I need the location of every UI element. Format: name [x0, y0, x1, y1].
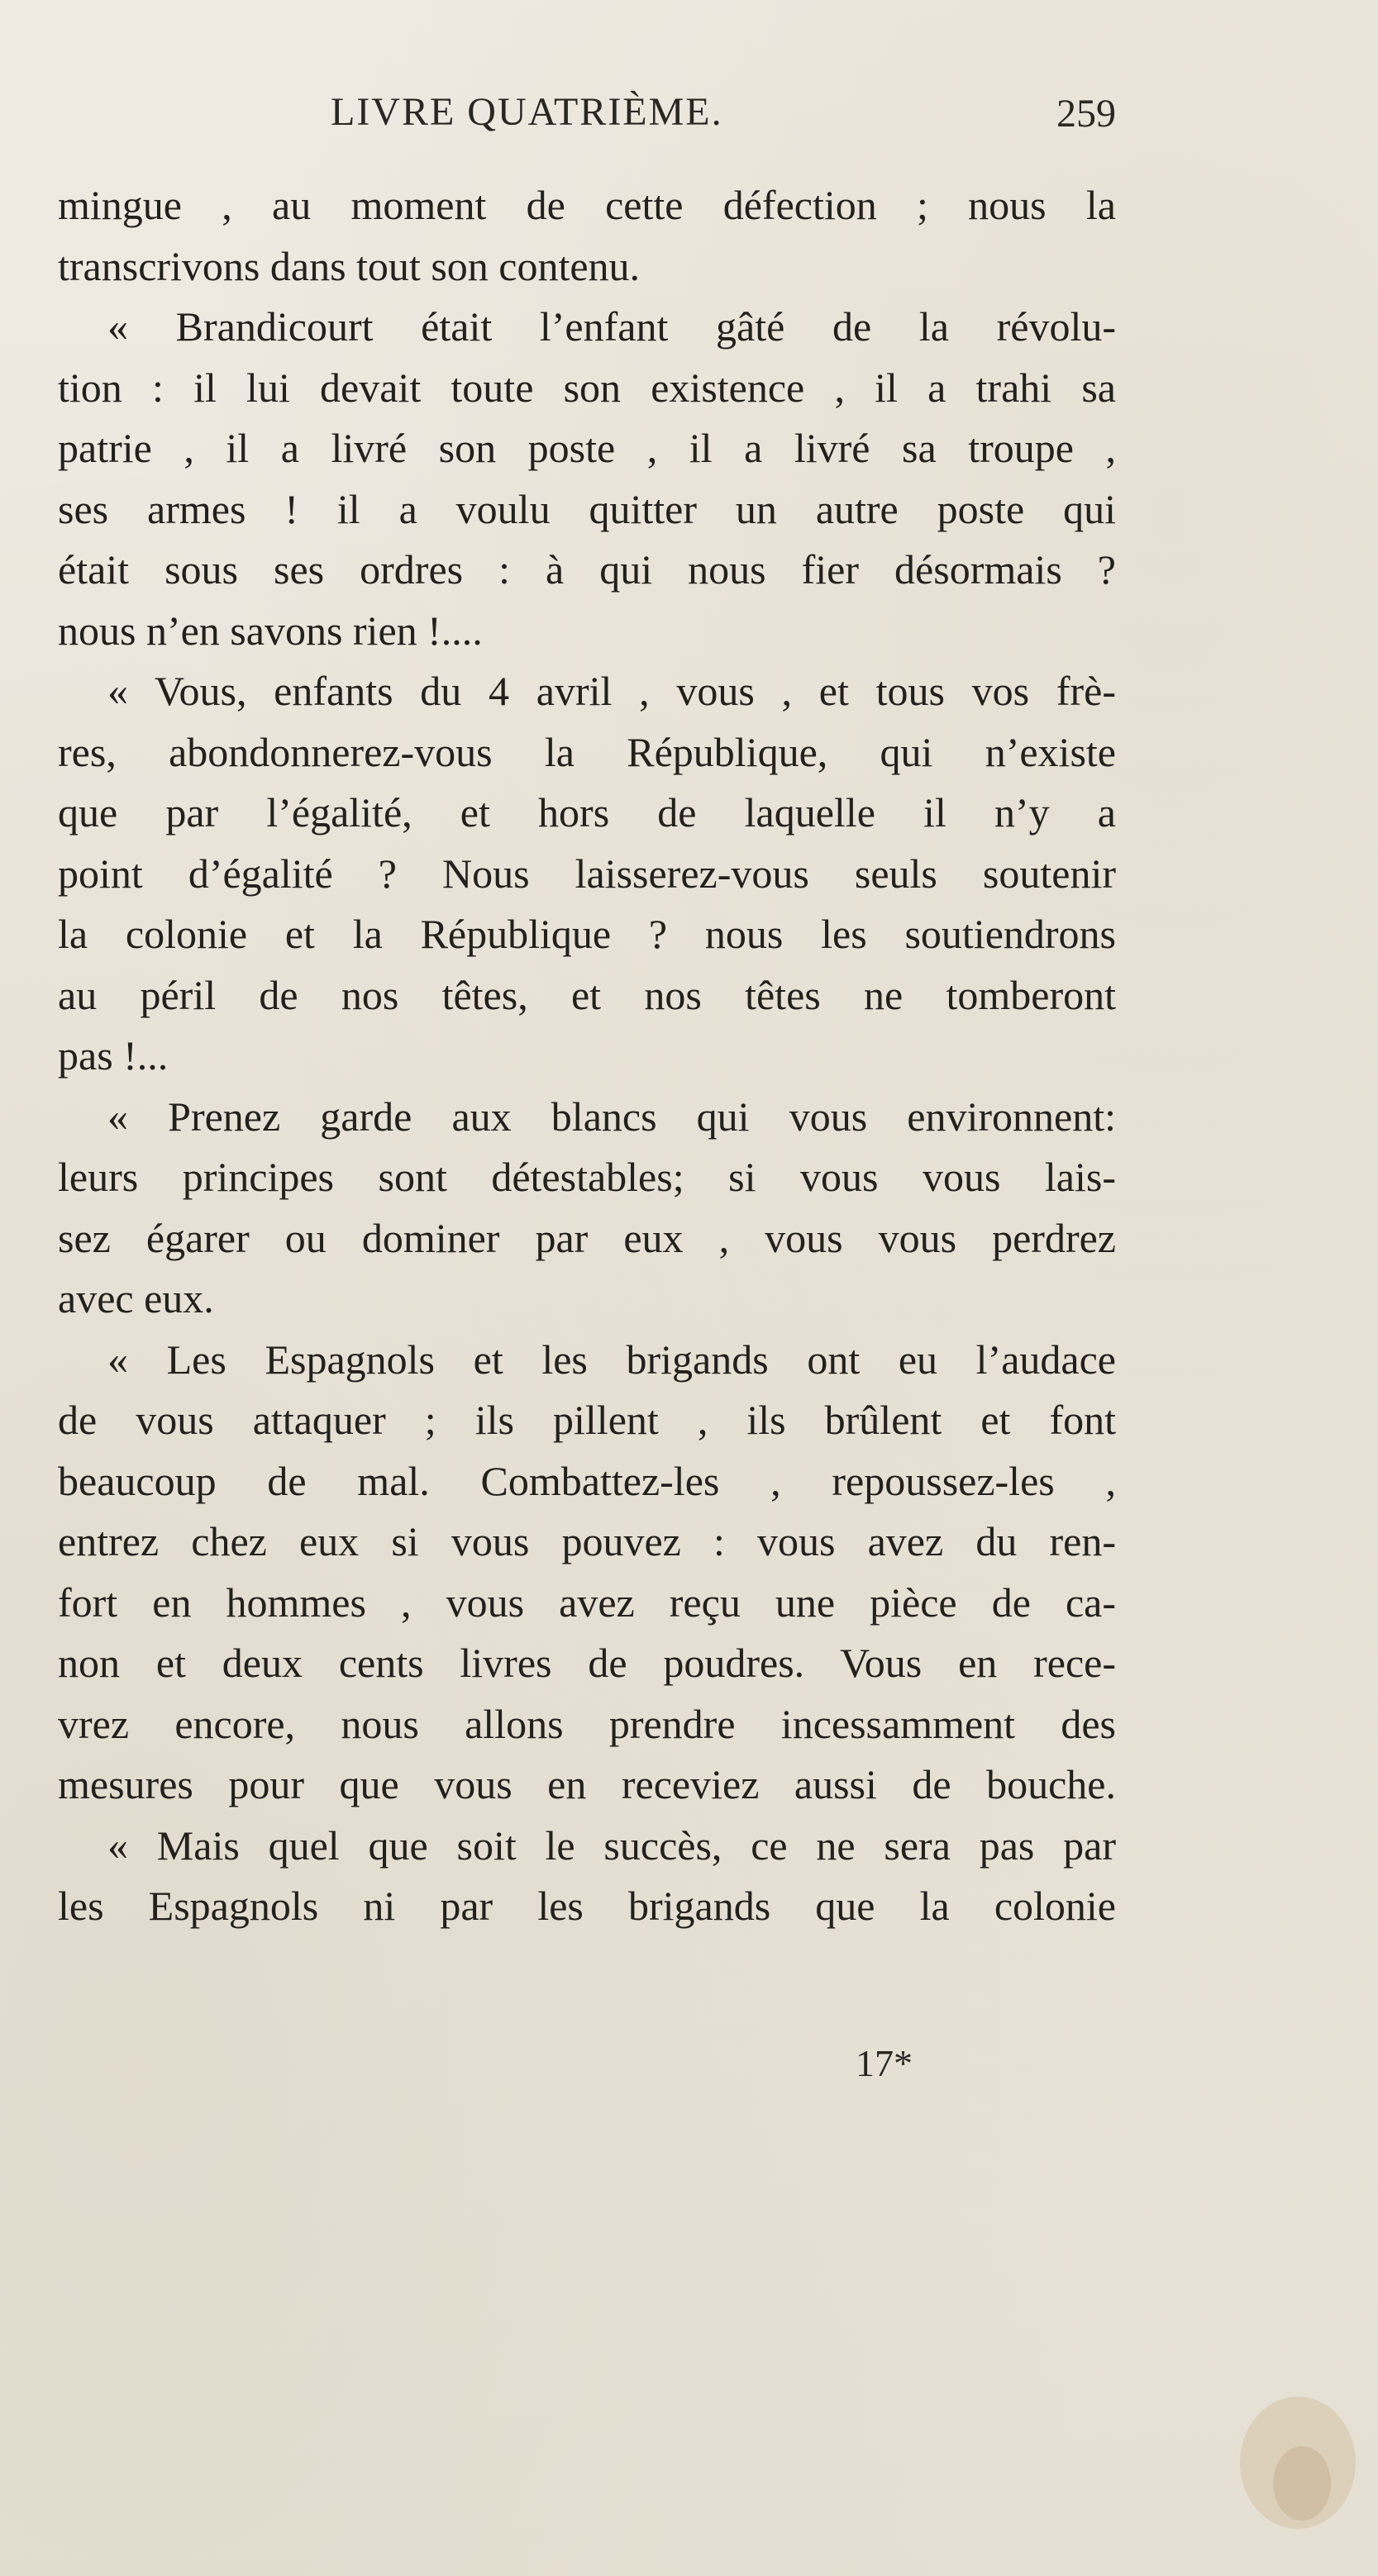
text-line: point d’égalité ? Nous laisserez-vous seuls soutenir [58, 850, 1116, 897]
text-line: vrez encore, nous allons prendre incessamment des [58, 1700, 1116, 1747]
text-line: sez égarer ou dominer par eux , vous vous perdrez [58, 1214, 1116, 1261]
text-line: non et deux cents livres de poudres. Vous en rece- [58, 1640, 1116, 1686]
text-line: que par l’égalité, et hors de laquelle il n’y a [58, 789, 1116, 836]
text-line: nous n’en savons rien !.... [58, 607, 483, 654]
text-line: « Prenez garde aux blancs qui vous environnent: [107, 1093, 1116, 1140]
text-line: de vous attaquer ; ils pillent , ils brûlent et font [58, 1397, 1116, 1443]
text-line: res, abondonnerez-vous la République, qui n’existe [58, 728, 1116, 775]
text-line: mingue , au moment de cette défection ; nous la [58, 182, 1116, 228]
text-line: leurs principes sont détestables; si vous vous lais- [58, 1154, 1116, 1200]
text-line: mesures pour que vous en receviez aussi de bouche. [58, 1761, 1116, 1807]
text-line: au péril de nos têtes, et nos têtes ne tomberont [58, 971, 1116, 1018]
text-line: « Les Espagnols et les brigands ont eu l’audace [107, 1336, 1116, 1383]
running-head [58, 89, 1116, 147]
text-line: les Espagnols ni par les brigands que la colonie [58, 1883, 1116, 1929]
text-line: la colonie et la République ? nous les soutiendrons [58, 911, 1116, 957]
text-line: beaucoup de mal. Combattez-les , repoussez-les , [58, 1457, 1116, 1504]
text-line: pas !... [58, 1032, 169, 1078]
text-line: tion : il lui devait toute son existence , il a trahi sa [58, 364, 1116, 411]
text-line: entrez chez eux si vous pouvez : vous avez du ren- [58, 1518, 1116, 1564]
body-text [58, 175, 1116, 1937]
text-line: patrie , il a livré son poste , il a livré sa troupe , [58, 425, 1116, 471]
text-line: « Vous, enfants du 4 avril , vous , et tous vos frè- [107, 668, 1116, 714]
text-line: était sous ses ordres : à qui nous fier désormais ? [58, 546, 1116, 593]
paper-stain [1273, 2446, 1331, 2521]
text-line: avec eux. [58, 1275, 214, 1321]
text-line: fort en hommes , vous avez reçu une pièce de ca- [58, 1578, 1116, 1626]
running-title: LIVRE QUATRIÈME. [331, 90, 723, 134]
paper-stain [1240, 2397, 1356, 2529]
text-line: « Brandicourt était l’enfant gâté de la révolu- [107, 303, 1116, 350]
signature-mark: 17* [856, 2042, 913, 2084]
page-number: 259 [1056, 92, 1116, 136]
text-line: « Mais quel que soit le succès, ce ne sera pas par [107, 1821, 1116, 1869]
text-line: ses armes ! il a voulu quitter un autre poste qui [58, 485, 1116, 532]
text-line: transcrivons dans tout son contenu. [58, 242, 641, 289]
